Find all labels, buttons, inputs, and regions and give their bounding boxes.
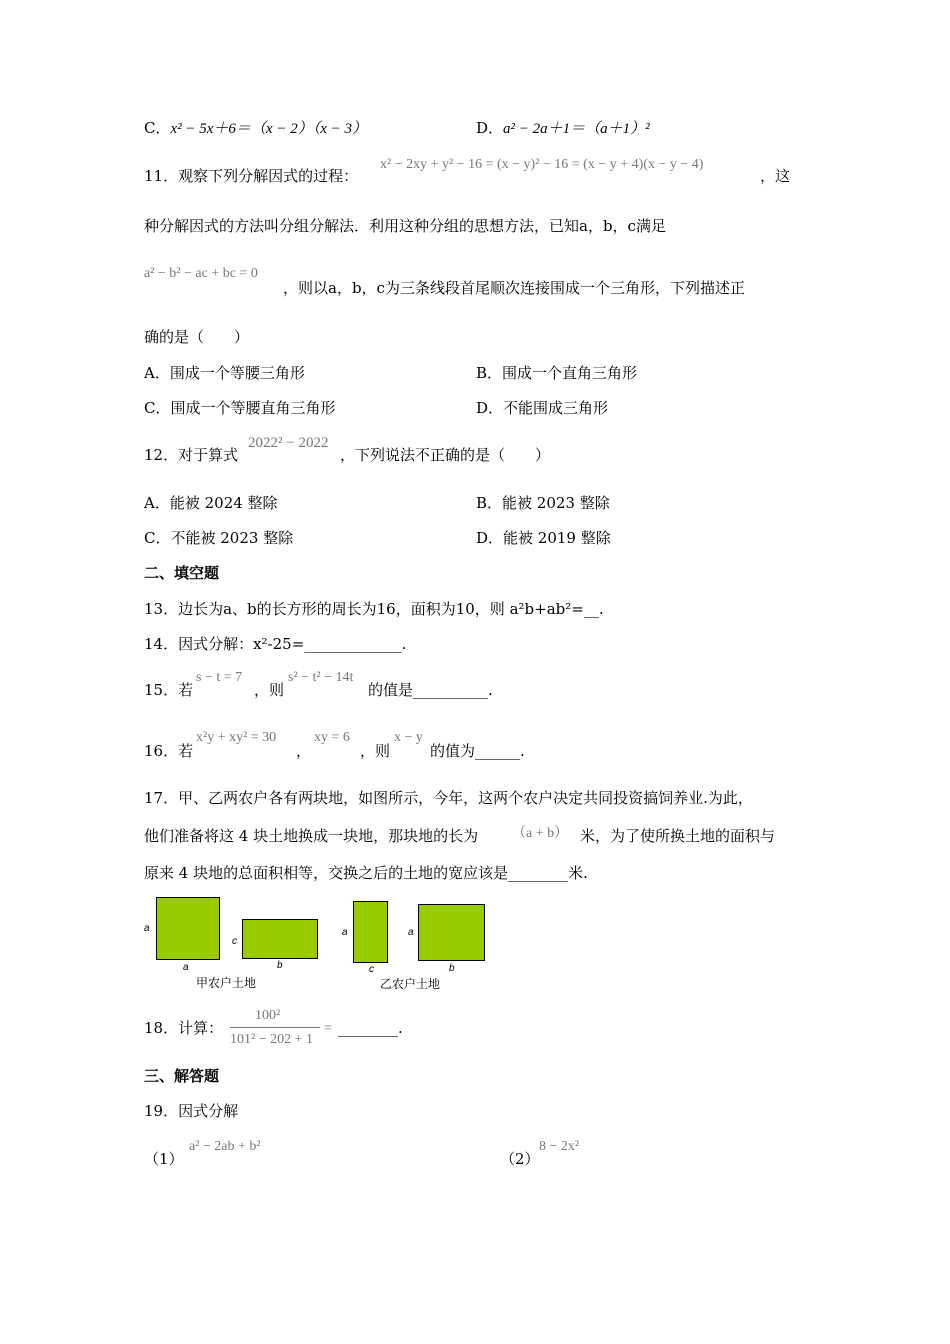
option-text: 围成一个直角三角形: [502, 364, 638, 382]
label-a: a: [408, 927, 414, 938]
label-a: a: [342, 927, 348, 938]
q12-stem-post: ，下列说法不正确的是（ ）: [340, 446, 551, 464]
plot-jia-rect-bc: [242, 919, 318, 959]
q15-pre: [144, 683, 193, 698]
q11-stem-line1: [144, 169, 358, 184]
option-label: C．: [144, 529, 171, 547]
q19-part1-expression: a² − 2ab + b²: [189, 1139, 261, 1154]
q13-text: 13．边长为a、b的长方形的周长为16，面积为10，则 a²b+ab²=__.: [144, 600, 604, 618]
label-b: b: [277, 960, 283, 971]
label-c: c: [369, 964, 374, 975]
q11-option-d: [476, 401, 608, 416]
question-text: 若: [178, 681, 194, 699]
label-a: a: [144, 923, 150, 934]
q12-option-b: [476, 496, 610, 511]
q16-separator: ，: [296, 742, 312, 760]
question-number: 12．: [144, 446, 179, 464]
q17-line2-pre: 他们准备将这 4 块土地换成一块地，那块地的长为: [144, 827, 479, 845]
q11-stem-tail: ，这: [760, 167, 791, 185]
option-text: 围成一个等腰三角形: [169, 364, 305, 382]
option-label: C．: [144, 119, 171, 137]
q12-option-a: [144, 496, 278, 511]
option-label: D．: [476, 119, 504, 137]
option-text: 不能被 2023 整除: [170, 529, 294, 547]
plot-yi-rect-ac: [353, 901, 388, 963]
q14-text: 14．因式分解：x²-25=_____________.: [144, 635, 407, 653]
question-text: 若: [178, 742, 194, 760]
q16-pre: [144, 744, 193, 759]
q18-pre: 18．计算：: [144, 1019, 224, 1037]
option-text: 能被 2024 整除: [169, 494, 278, 512]
math-expression: a² − 2a＋1＝（a＋1）²: [503, 121, 650, 137]
option-text: 围成一个等腰直角三角形: [170, 399, 336, 417]
q10-option-d: [476, 121, 650, 137]
q11-option-a: [144, 366, 305, 381]
q17-line1: 17．甲、乙两农户各有两块地，如图所示，今年，这两个农户决定共同投资搞饲养业.为此，: [144, 789, 753, 807]
q19-part2-expression: 8 − 2x²: [539, 1139, 580, 1154]
fraction-denominator: 101² − 202 + 1: [230, 1032, 313, 1047]
q19-part1-label: （1）: [144, 1150, 184, 1168]
question-number: 15．: [144, 681, 179, 699]
q19-title: 19．因式分解: [144, 1102, 239, 1120]
q17-line2-post: 米，为了使所换土地的面积与: [580, 827, 776, 845]
section-heading-fill-in: 二、填空题: [144, 564, 220, 582]
option-text: 能被 2019 整除: [503, 529, 611, 547]
question-number: 16．: [144, 742, 179, 760]
q17-line3: 原来 4 块地的总面积相等，交换之后的土地的宽应该是________米.: [144, 864, 588, 882]
q11-stem-line2: 种分解因式的方法叫分组分解法．利用这种分组的思想方法，已知a，b，c满足: [144, 217, 666, 235]
caption-jia: 甲农户土地: [196, 976, 257, 990]
option-label: D．: [476, 529, 504, 547]
q19-part2-label: （2）: [500, 1150, 540, 1168]
q12-option-d: [476, 531, 611, 546]
option-text: 不能围成三角形: [503, 399, 609, 417]
question-number: 11．: [144, 167, 179, 185]
q12-stem: [144, 448, 238, 463]
q11-formula: x² − 2xy + y² − 16 = (x − y)² − 16 = (x − y + 4)(x − y − 4): [380, 157, 704, 172]
q18-post: ________.: [338, 1019, 403, 1037]
q15-expression: s² − t² − 14t: [288, 670, 354, 685]
q15-condition: s − t = 7: [196, 670, 243, 685]
q11-option-b: [476, 366, 637, 381]
caption-yi: 乙农户土地: [380, 977, 441, 991]
q10-option-c: [144, 121, 367, 137]
q16-condition-1: x²y + xy² = 30: [196, 730, 277, 745]
q16-expression: x − y: [394, 730, 423, 745]
label-a: a: [183, 962, 189, 973]
option-text: 能被 2023 整除: [502, 494, 610, 512]
q16-condition-2: xy = 6: [314, 730, 350, 745]
label-c: c: [232, 936, 237, 947]
plot-yi-rect-ab: [418, 904, 485, 961]
option-label: A．: [144, 364, 170, 382]
q11-option-c: [144, 401, 336, 416]
fraction-bar: [230, 1027, 320, 1028]
option-label: C．: [144, 399, 171, 417]
equals-sign: =: [324, 1021, 332, 1036]
q11-stem-line3: ，则以a，b，c为三条线段首尾顺次连接围成一个三角形，下列描述正: [283, 279, 745, 297]
q17-length-expression: （a + b）: [512, 826, 569, 841]
q11-stem-line4: 确的是（ ）: [144, 328, 250, 346]
option-label: B．: [476, 494, 503, 512]
option-label: A．: [144, 494, 170, 512]
q16-mid: ，则: [360, 742, 391, 760]
question-text: 对于算式: [178, 446, 239, 464]
plot-jia-square-a: [156, 897, 220, 960]
q15-post: 的值是__________.: [368, 681, 493, 699]
section-heading-solutions: 三、解答题: [144, 1067, 220, 1085]
fraction-numerator: 100²: [255, 1008, 281, 1023]
label-b: b: [449, 963, 455, 974]
option-label: D．: [476, 399, 504, 417]
q16-post: 的值为______.: [430, 742, 525, 760]
option-label: B．: [476, 364, 503, 382]
math-expression: x² − 5x＋6＝（x − 2）（x − 3）: [170, 121, 367, 137]
question-text: 观察下列分解因式的过程：: [178, 167, 359, 185]
q12-formula: 2022² − 2022: [248, 435, 329, 451]
q15-mid: ，则: [254, 681, 285, 699]
q11-condition: a² − b² − ac + bc = 0: [144, 266, 258, 281]
q12-option-c: [144, 531, 293, 546]
